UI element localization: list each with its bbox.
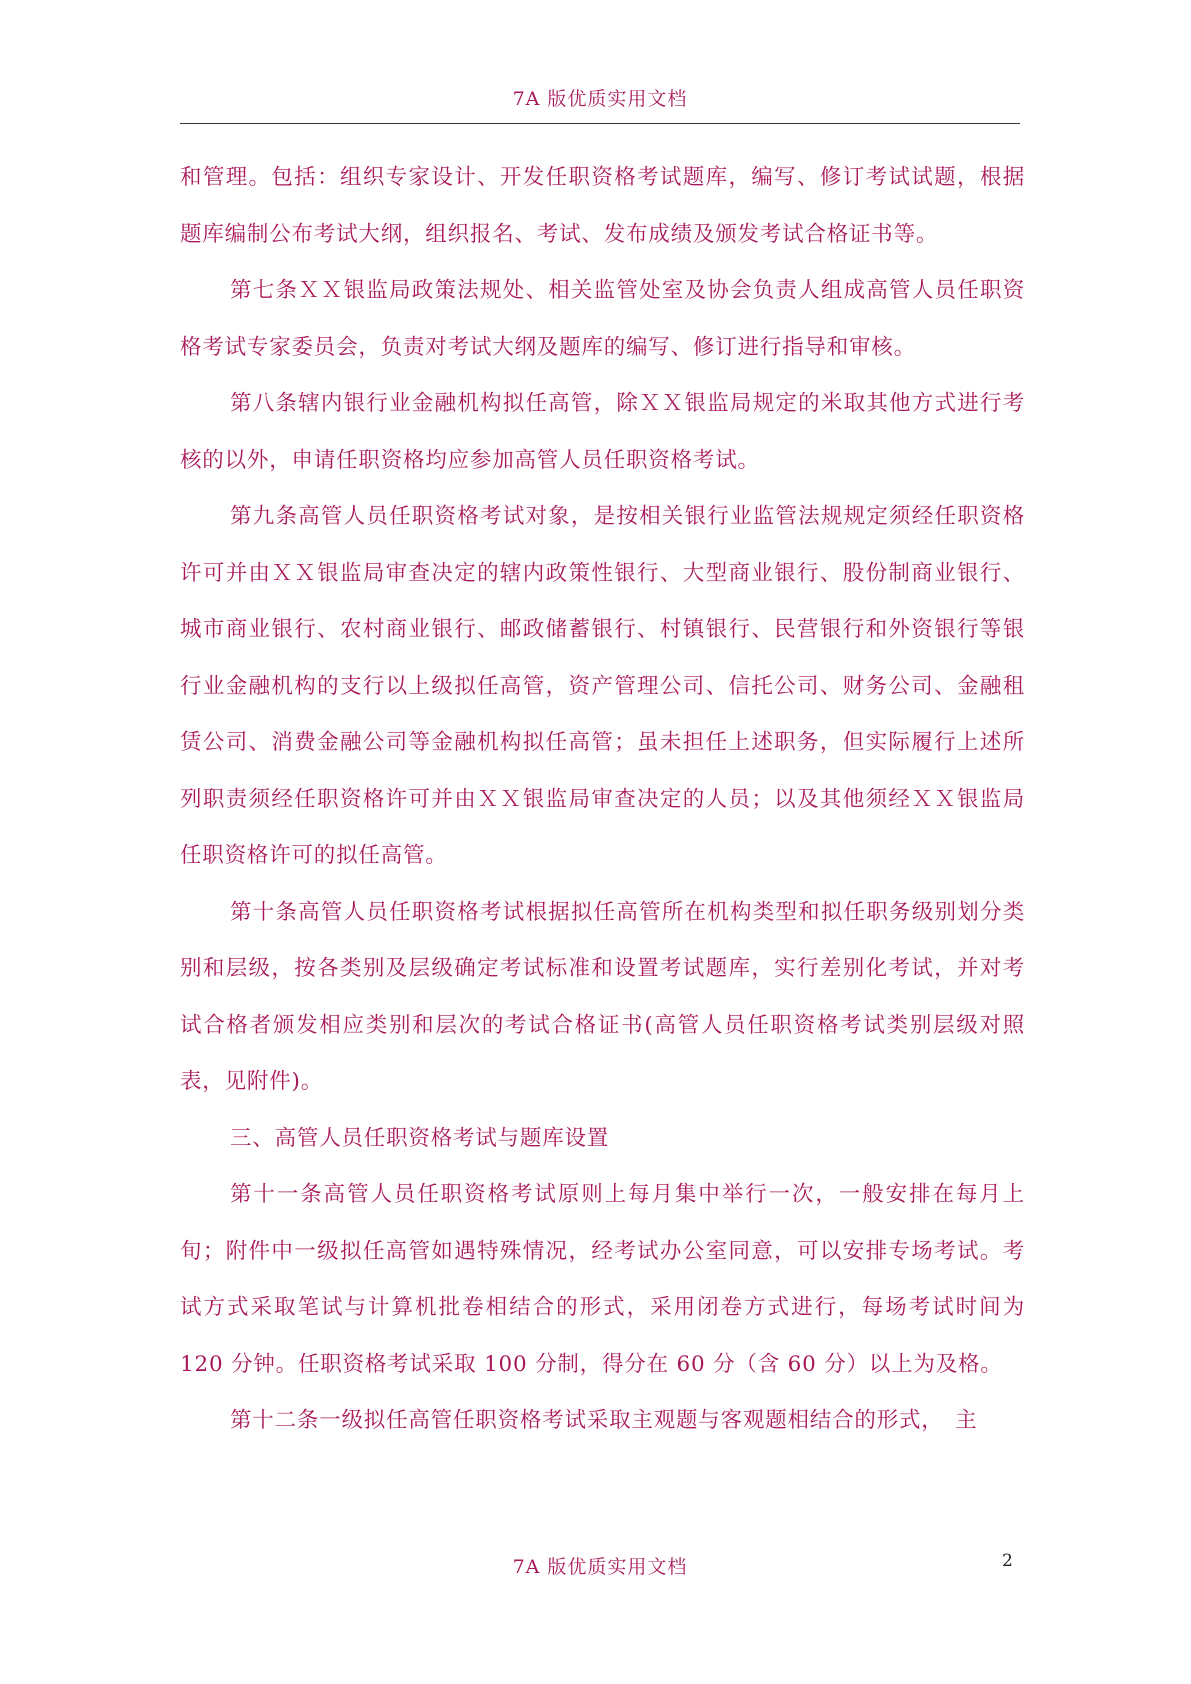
paragraph-article-10: 第十条高管人员任职资格考试根据拟任高管所在机构类型和拟任职务级别划分类别和层级，按各类别及层级确定考试标准和设置考试题库，实行差别化考试，并对考试合格者颁发相应类别和层次的考试合格证书(高管人员任职资格考试类别层级对照表，见附件)。 [180,899,1025,1094]
paragraph-article-9: 第九条高管人员任职资格考试对象，是按相关银行业监管法规规定须经任职资格许可并由ＸＸ银监局审查决定的辖内政策性银行、大型商业银行、股份制商业银行、城市商业银行、农村商业银行、邮政储蓄银行、村镇银行、民营银行和外资银行等银行业金融机构的支行以上级拟任高管，资产管理公司、信托公司、财务公司、金融租赁公司、消费金融公司等金融机构拟任高管；虽未担任上述职务，但实际履行上述所列职责须经任职资格许可并由ＸＸ银监局审查决定的人员；以及其他须经ＸＸ银监局任职资格许可的拟任高管。 [180,504,1025,868]
section-heading: 三、高管人员任职资格考试与题库设置 [230,1125,610,1151]
page-number: 2 [1002,1551,1013,1571]
paragraph-continuation: 和管理。包括：组织专家设计、开发任职资格考试题库，编写、修订考试试题，根据题库编制公布考试大纲，组织报名、考试、发布成绩及颁发考试合格证书等。 [180,165,1025,247]
header-divider [180,123,1020,124]
page-header: 7A 版优质实用文档 [512,88,688,110]
paragraph-article-12: 第十二条一级拟任高管任职资格考试采取主观题与客观题相结合的形式， 主 [230,1408,978,1433]
page-footer: 7A 版优质实用文档 [512,1556,688,1578]
document-body [180,150,1025,1450]
paragraph-article-11: 第十一条高管人员任职资格考试原则上每月集中举行一次，一般安排在每月上旬；附件中一级拟任高管如遇特殊情况，经考试办公室同意，可以安排专场考试。考试方式采取笔试与计算机批卷相结合的形式，采用闭卷方式进行，每场考试时间为 120 分钟。任职资格考试采取 100 分制，得分在 60 分（含 60 分）以上为及格。 [180,1182,1025,1377]
paragraph-article-7: 第七条ＸＸ银监局政策法规处、相关监管处室及协会负责人组成高管人员任职资格考试专家委员会，负责对考试大纲及题库的编写、修订进行指导和审核。 [180,278,1025,360]
paragraph-article-8: 第八条辖内银行业金融机构拟任高管，除ＸＸ银监局规定的米取其他方式进行考核的以外，申请任职资格均应参加高管人员任职资格考试。 [180,391,1025,473]
